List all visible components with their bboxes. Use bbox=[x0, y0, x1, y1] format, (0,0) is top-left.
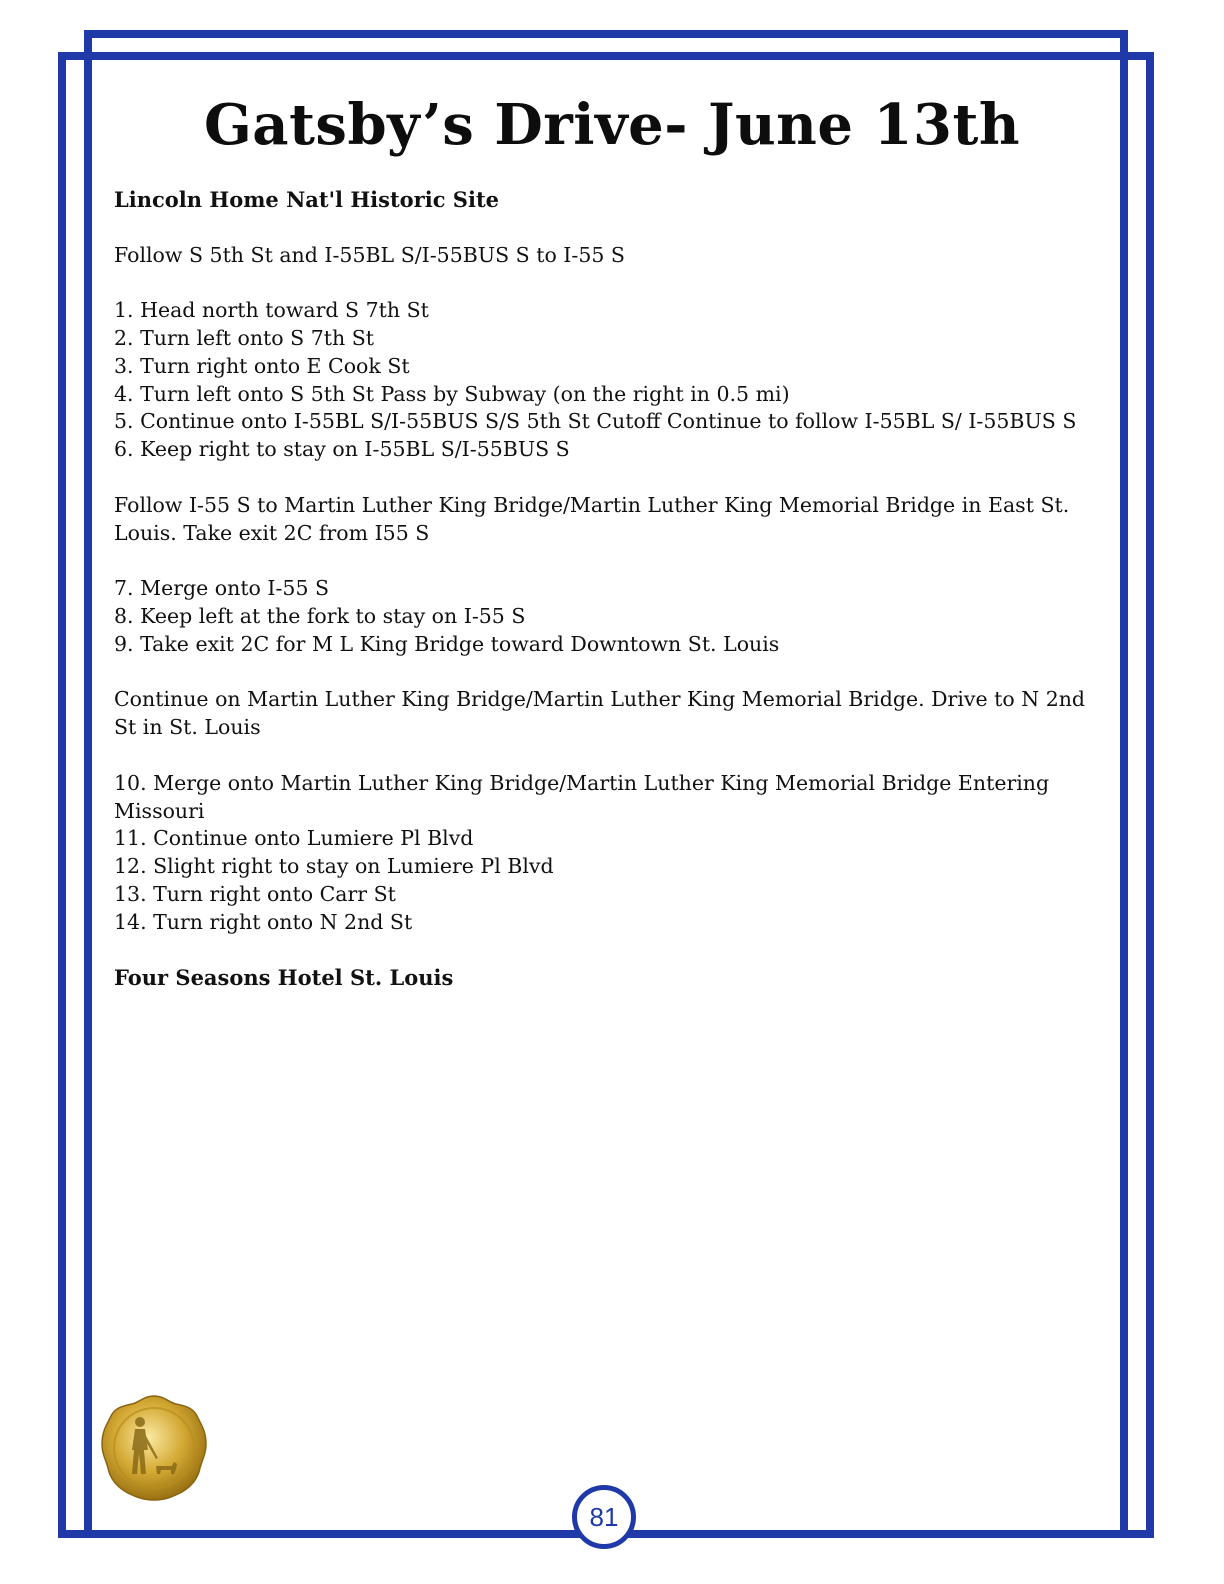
section2-intro: Follow I-55 S to Martin Luther King Bridge/Martin Luther King Memorial Bridge in East St. Louis. Take exit 2C from I55 S bbox=[114, 492, 1070, 545]
step-item: 13. Turn right onto Carr St bbox=[114, 881, 396, 906]
start-location: Lincoln Home Nat'l Historic Site bbox=[114, 187, 500, 212]
step-item: 10. Merge onto Martin Luther King Bridge/Martin Luther King Memorial Bridge Entering Missouri bbox=[114, 770, 1050, 823]
step-item: 2. Turn left onto S 7th St bbox=[114, 325, 374, 350]
step-item: 4. Turn left onto S 5th St Pass by Subway (on the right in 0.5 mi) bbox=[114, 381, 790, 406]
step-item: 6. Keep right to stay on I-55BL S/I-55BUS S bbox=[114, 437, 570, 462]
step-item: 14. Turn right onto N 2nd St bbox=[114, 909, 413, 934]
step-item: 12. Slight right to stay on Lumiere Pl Blvd bbox=[114, 854, 554, 879]
gold-seal-icon bbox=[98, 1392, 210, 1504]
page-title: Gatsby’s Drive- June 13th bbox=[203, 92, 1021, 158]
step-item: 3. Turn right onto E Cook St bbox=[114, 353, 410, 378]
section3-steps bbox=[114, 770, 1104, 937]
page-number-badge: 81 bbox=[572, 1485, 636, 1549]
directions-content bbox=[114, 186, 1104, 992]
step-item: 8. Keep left at the fork to stay on I-55 S bbox=[114, 603, 526, 628]
destination: Four Seasons Hotel St. Louis bbox=[114, 965, 454, 991]
step-item: 7. Merge onto I-55 S bbox=[114, 576, 330, 601]
step-item: 1. Head north toward S 7th St bbox=[114, 298, 429, 323]
section2-steps bbox=[114, 575, 1104, 658]
step-item: 11. Continue onto Lumiere Pl Blvd bbox=[114, 826, 474, 851]
section1-steps bbox=[114, 297, 1104, 464]
section3-intro: Continue on Martin Luther King Bridge/Martin Luther King Memorial Bridge. Drive to N 2nd St in St. Louis bbox=[114, 687, 1086, 740]
section1-intro: Follow S 5th St and I-55BL S/I-55BUS S to I-55 S bbox=[114, 242, 625, 267]
step-item: 5. Continue onto I-55BL S/I-55BUS S/S 5th St Cutoff Continue to follow I-55BL S/ I-55BUS S bbox=[114, 409, 1077, 434]
step-item: 9. Take exit 2C for M L King Bridge toward Downtown St. Louis bbox=[114, 631, 780, 656]
